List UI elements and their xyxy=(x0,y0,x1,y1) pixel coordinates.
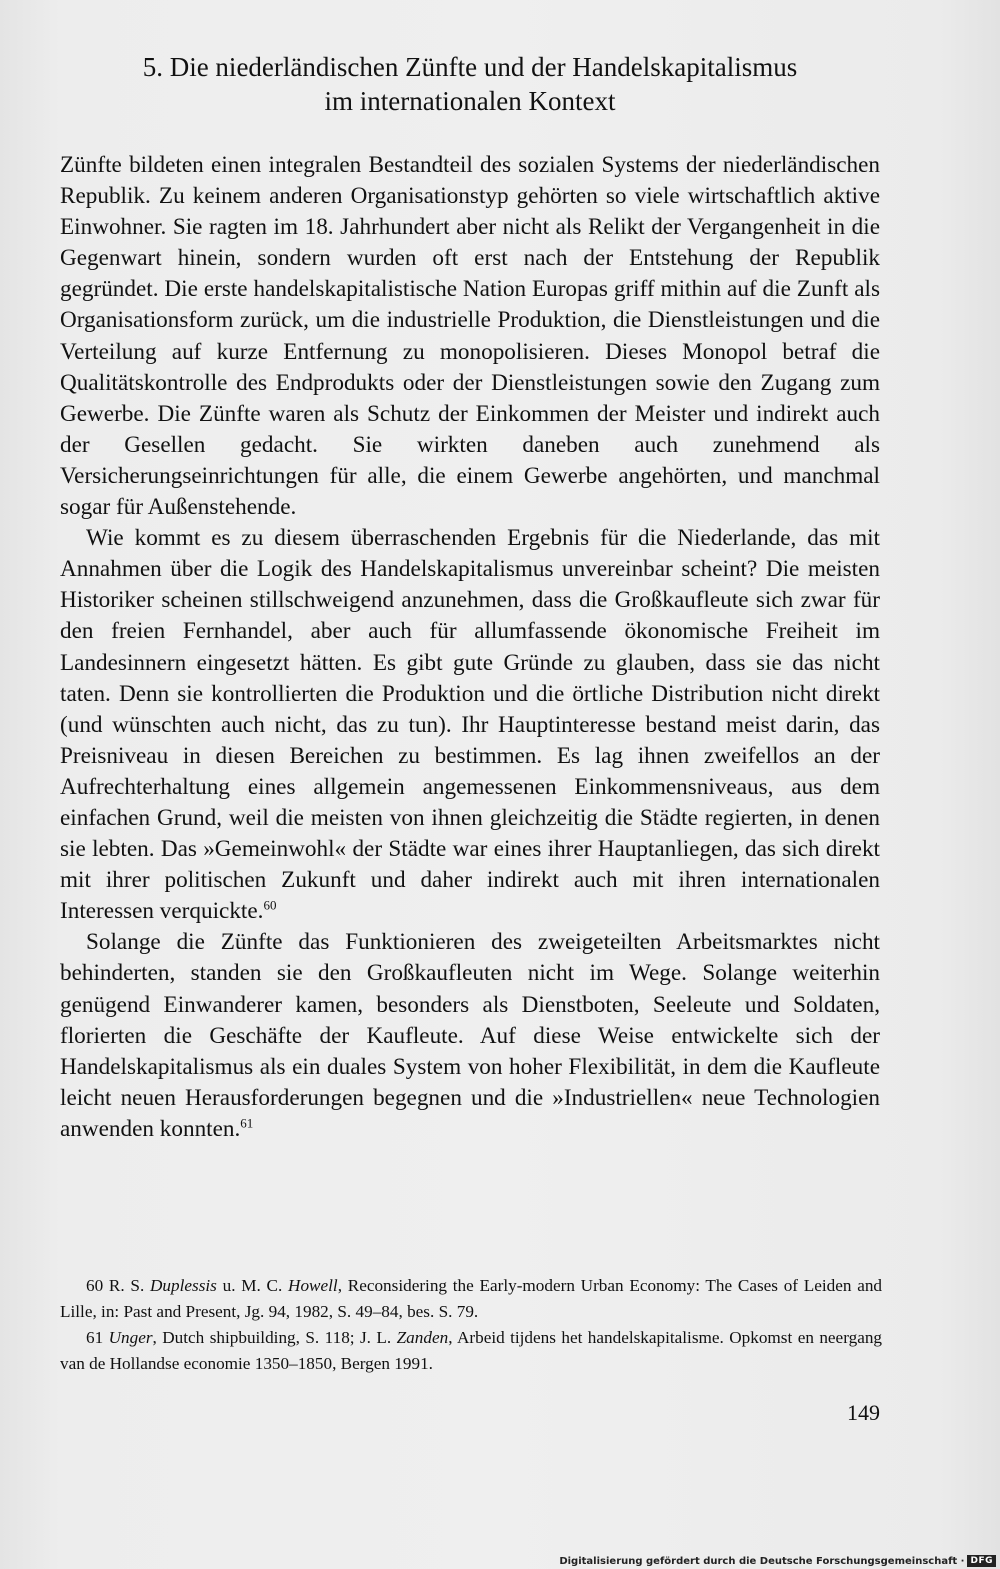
footnote-60-author-2: Howell xyxy=(288,1276,338,1295)
footnote-60-citation: , Reconsidering the Early-modern Urban Economy: The Cases of Leiden and Lille, in: Past and Present, Jg. 94, 1982, S. 49–84, bes. S. 79. xyxy=(60,1276,883,1321)
footnote-ref-60[interactable]: 60 xyxy=(263,897,277,913)
paragraph-3 xyxy=(60,927,880,1145)
footnote-60-number: 60 xyxy=(86,1276,104,1295)
footnote-61-citation: , Arbeid tijdens het handelskapitalisme. Opkomst en neergang van de Hollandse economie 1350–1850, Bergen 1991. xyxy=(60,1328,883,1373)
chapter-heading xyxy=(60,50,880,118)
paragraph-3-text: Solange die Zünfte das Funktionieren des zweigeteilten Arbeitsmarktes nicht behinderten, standen sie den Großkaufleuten nicht im Wege. Solange weiterhin genügend Einwanderer kamen, besonders als Dienstboten, Seeleute und Soldaten, florierten die Geschäfte der Kaufleute. Auf diese Weise entwickelte sich der Handelskapitalismus als ein duales System von hoher Flexibilität, in dem die Kaufleute leicht neuen Herausforderungen begegnen und die »Industriellen« neue Technologien anwenden konnten. xyxy=(60,929,880,1142)
digitization-footer xyxy=(559,1555,996,1567)
footnote-61 xyxy=(60,1325,882,1377)
footnote-60-author-1: Duplessis xyxy=(150,1276,217,1295)
chapter-heading-line-2: im internationalen Kontext xyxy=(324,86,616,116)
footnote-60-initials: R. S. xyxy=(108,1276,151,1295)
body-text xyxy=(60,150,880,1145)
footnote-61-mid: , Dutch shipbuilding, S. 118; J. L. xyxy=(152,1328,397,1347)
paragraph-1-text: Zünfte bildeten einen integralen Bestandteil des sozialen Systems der niederländischen Republik. Zu keinem anderen Organisationstyp gehörten so viele wirtschaftlich aktive Einwohner. Sie ragten im 18. Jahrhundert aber nicht als Relikt der Vergangenheit in die Gegenwart hinein, sondern wurden oft erst nach der Entstehung der Republik gegründet. Die erste handelskapitalistische Nation Europas griff mithin auf die Zunft als Organisationsform zurück, um die industrielle Produktion, die Dienstleistungen und die Verteilung auf kurze Entfernung zu monopolisieren. Dieses Monopol betraf die Qualitätskontrolle des Endprodukts oder der Dienstleistungen sowie den Zugang zum Gewerbe. Die Zünfte waren als Schutz der Einkommen der Meister und indirekt auch der Gesellen gedacht. Sie wirkten daneben auch zunehmend als Versicherungseinrichtungen für alle, die einem Gewerbe angehörten, und manchmal sogar für Außenstehende. xyxy=(60,152,880,521)
dfg-logo: DFG xyxy=(967,1555,996,1567)
footnote-61-author-1: Unger xyxy=(108,1328,153,1347)
footnote-ref-61[interactable]: 61 xyxy=(240,1115,254,1131)
footnote-60 xyxy=(60,1273,882,1325)
footnote-60-join: u. M. C. xyxy=(216,1276,289,1295)
page-number: 149 xyxy=(847,1400,880,1425)
paragraph-2-text: Wie kommt es zu diesem überraschenden Ergebnis für die Niederlande, das mit Annahmen über die Logik des Handelskapitalismus unvereinbar scheint? Die meisten Historiker scheinen stillschweigend anzunehmen, dass die Großkaufleute sich zwar für den freien Fernhandel, aber auch für allumfassende ökonomische Freiheit im Landesinnern eingesetzt hätten. Es gibt gute Gründe zu glauben, dass sie das nicht taten. Denn sie kontrollierten die Produktion und die örtliche Distribution nicht direkt (und wünschten auch nicht, das zu tun). Ihr Hauptinteresse bestand meist darin, das Preisniveau in diesen Bereichen zu bestimmen. Es lag ihnen zweifellos an der Aufrechterhaltung eines allgemein angemessenen Einkommensniveaus, aus dem einfachen Grund, weil die meisten von ihnen gleichzeitig die Städte regierten, in denen sie lebten. Das »Gemeinwohl« der Städte war eines ihrer Hauptanliegen, das sich direkt mit ihrer politischen Zukunft und daher indirekt auch mit ihren internationalen Interessen verquickte. xyxy=(60,525,880,925)
footnote-61-number: 61 xyxy=(86,1328,104,1347)
footnotes xyxy=(60,1273,882,1377)
digitization-footer-text: Digitalisierung gefördert durch die Deutsche Forschungsgemeinschaft · xyxy=(559,1555,965,1567)
footnote-61-author-2: Zanden xyxy=(396,1328,449,1347)
paragraph-1 xyxy=(60,150,880,523)
paragraph-2 xyxy=(60,523,880,927)
chapter-heading-line-1: 5. Die niederländischen Zünfte und der Handelskapitalismus xyxy=(142,52,798,82)
